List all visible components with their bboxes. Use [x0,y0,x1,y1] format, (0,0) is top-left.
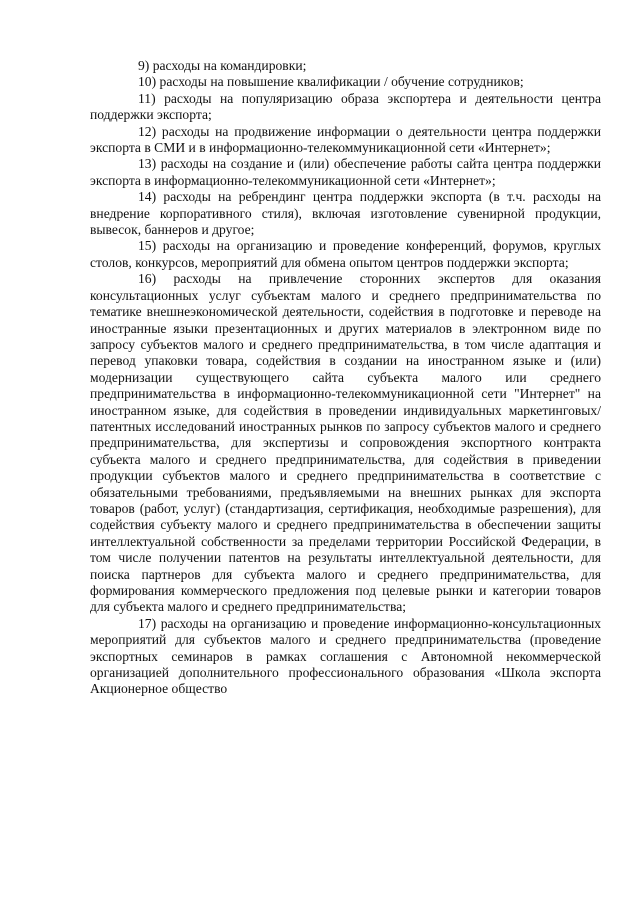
paragraph-item-15: 15) расходы на организацию и проведение конференций, форумов, круглых столов, конкурсов, мероприятий для обмена опытом центров поддержки экспорта; [90,238,601,270]
paragraph-item-12: 12) расходы на продвижение информации о деятельности центра поддержки экспорта в СМИ и в информационно-телекоммуникационной сети «Интернет»; [90,123,601,156]
document-page [90,58,601,698]
paragraph-item-13: 13) расходы на создание и (или) обеспечение работы сайта центра поддержки экспорта в информационно-телекоммуникационной сети «Интернет»; [90,156,601,188]
paragraph-item-9: 9) расходы на командировки; [138,58,307,73]
paragraph-item-11: 11) расходы на популяризацию образа экспортера и деятельности центра поддержки экспорта; [90,90,601,123]
paragraph-item-17: 17) расходы на организацию и проведение информационно-консультационных мероприятий для субъектов малого и среднего предпринимательства (проведение экспортных семинаров в рамках соглашения с Автономной некоммерческой организацией дополнительного профессионального образования «Школа экспорта Акционерное общество [90,615,601,697]
paragraph-item-10: 10) расходы на повышение квалификации / обучение сотрудников; [138,74,524,90]
paragraph-item-16: 16) расходы на привлечение сторонних экспертов для оказания консультационных услуг субъектам малого и среднего предпринимательства по тематике внешнеэкономической деятельности, содействия в подготовке и переводе на иностранные языки презентационных и других материалов в электронном виде по запросу субъектов малого и среднего предпринимательства, в том числе адаптация и перевод упаковки товара, содействия в создании на иностранном языке и (или) модернизации существующего сайта субъекта малого или среднего предпринимательства в информационно-телекоммуникационной сети "Интернет" на иностранном языке, для содействия в проведении индивидуальных маркетинговых/патентных исследований иностранных рынков по запросу субъектов малого и среднего предпринимательства, для экспертизы и сопровождения экспортного контракта субъекта малого и среднего предпринимательства, для содействия в приведении продукции субъектов малого и среднего предпринимательства в соответствие с обязательными требованиями, предъявляемыми на внешних рынках для экспорта товаров (работ, услуг) (стандартизация, сертификация, необходимые разрешения), для содействия субъекту малого и среднего предпринимательства в обеспечении защиты интеллектуальной собственности за пределами территории Российской Федерации, в том числе получении патентов на результаты интеллектуальной деятельности, для поиска партнеров для субъекта малого и среднего предпринимательства, для формирования коммерческого предложения под целевые рынки и категории товаров для субъекта малого и среднего предпринимательства; [90,271,601,615]
paragraph-item-14: 14) расходы на ребрендинг центра поддержки экспорта (в т.ч. расходы на внедрение корпоративного стиля), включая изготовление сувенирной продукции, вывесок, баннеров и другое; [90,189,601,238]
